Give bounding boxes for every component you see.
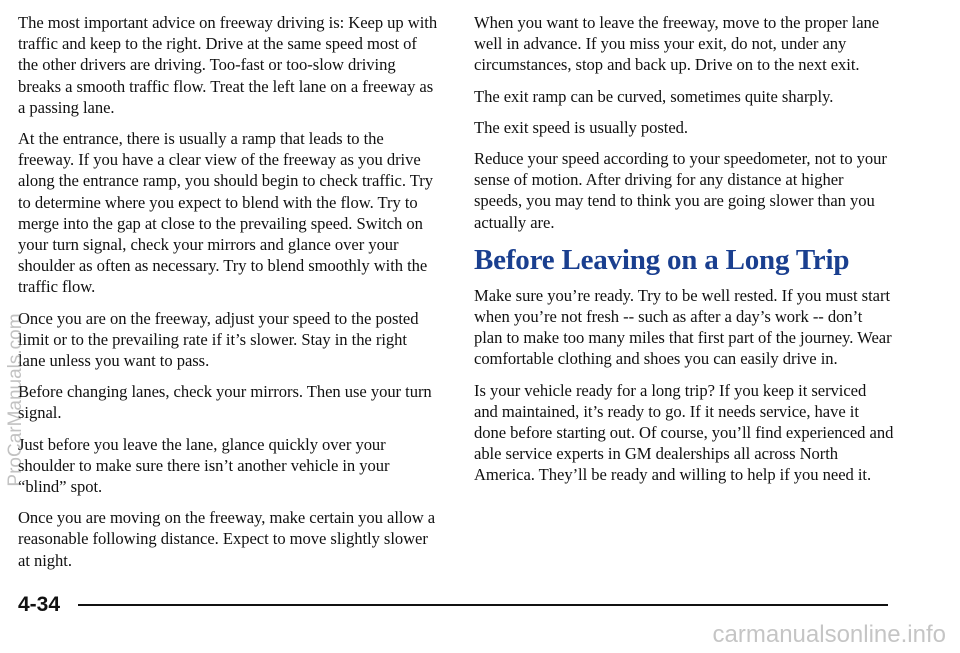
vertical-watermark-text: ProCarManuals.com	[5, 313, 26, 487]
body-paragraph: Reduce your speed according to your speedometer, not to your sense of motion. After driving for any distance at higher speeds, you may tend to think you are going slower than you actually are.	[474, 149, 887, 232]
left-column	[18, 12, 438, 581]
body-paragraph: Make sure you’re ready. Try to be well rested. If you must start when you’re not fresh -- such as after a day’s work -- don’t plan to make too many miles that first part of the journey. Wear comfortable clothing and shoes you can easily drive in.	[474, 285, 892, 369]
body-paragraph: Is your vehicle ready for a long trip? If you keep it serviced and maintained, it’s ready to go. If it needs service, have it done before starting out. Of course, you’ll find experienced and able service experts in GM dealerships all across North America. They’ll be ready and willing to help if you need it.	[474, 380, 894, 485]
body-paragraph: The exit speed is usually posted.	[474, 117, 689, 137]
page-footer	[18, 593, 888, 617]
vertical-watermark	[4, 190, 28, 610]
body-paragraph: The exit ramp can be curved, sometimes quite sharply.	[474, 86, 834, 106]
body-paragraph: The most important advice on freeway driving is: Keep up with traffic and keep to the right. Drive at the same speed most of the other drivers are driving. Too-fast or too-slow driving breaks a smooth traffic flow. Treat the left lane on a freeway as a passing lane.	[18, 13, 438, 117]
footer-rule	[78, 604, 888, 606]
body-paragraph: Once you are moving on the freeway, make certain you allow a reasonable following distance. Expect to move slightly slower at night.	[18, 508, 436, 570]
bottom-watermark: carmanualsonline.info	[712, 621, 946, 648]
section-heading: Before Leaving on a Long Trip	[474, 243, 850, 276]
body-paragraph: Before changing lanes, check your mirrors. Then use your turn signal.	[18, 382, 432, 423]
body-paragraph: When you want to leave the freeway, move to the proper lane well in advance. If you miss your exit, do not, under any circumstances, stop and back up. Drive on to the next exit.	[474, 13, 880, 75]
right-column	[474, 12, 894, 496]
body-paragraph: Once you are on the freeway, adjust your speed to the posted limit or to the prevailing rate if it’s slower. Stay in the right lane unless you want to pass.	[18, 308, 419, 371]
body-paragraph: At the entrance, there is usually a ramp that leads to the freeway. If you have a clear view of the freeway as you drive along the entrance ramp, you should begin to check traffic. Try to determine where you expect to blend with the flow. Try to merge into the gap at close to the prevailing speed. Switch on your turn signal, check your mirrors and glance over your shoulder as often as necessary. Try to blend smoothly with the traffic flow.	[18, 129, 433, 297]
page-number: 4-34	[18, 593, 61, 616]
body-paragraph: Just before you leave the lane, glance quickly over your shoulder to make sure there isn’t another vehicle in your “blind” spot.	[18, 434, 390, 497]
